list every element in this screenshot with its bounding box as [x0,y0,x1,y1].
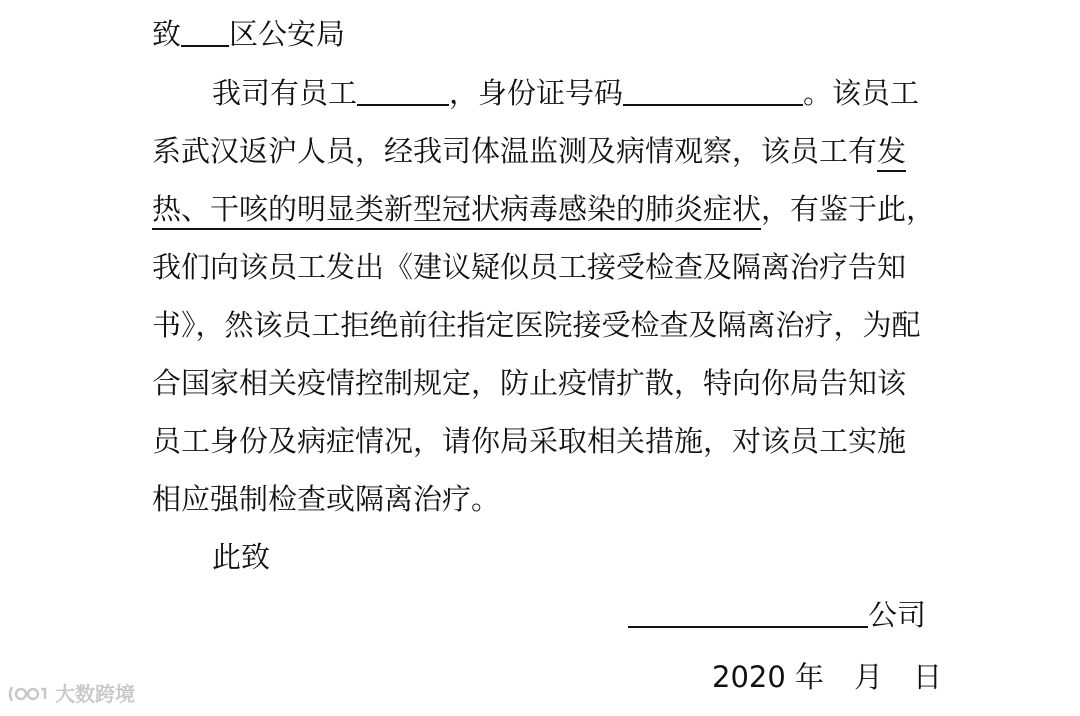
company-suffix: 公司 [868,598,927,632]
text-segment: 我司有员工 [212,76,358,110]
underlined-symptom: 发 [877,134,906,172]
paragraph-line-7: 员工身份及病症情况，请你局采取相关措施，对该员工实施 [152,424,907,458]
brand-logo-icon [8,683,48,705]
date-day: 日 [913,660,943,694]
closing: 此致 [212,540,271,574]
date-year: 2020 年 [712,660,825,694]
underlined-symptom: 热、干咳的明显类新型冠状病毒感染的肺炎症状 [152,192,761,230]
text-segment: ，身份证号码 [449,76,624,110]
paragraph-line-5: 书》，然该员工拒绝前往指定医院接受检查及隔离治疗，为配 [152,308,921,342]
paragraph-line-6: 合国家相关疫情控制规定，防止疫情扩散，特向你局告知该 [152,366,907,400]
paragraph-line-8: 相应强制检查或隔离治疗。 [152,482,501,516]
paragraph-line-1 [212,64,919,122]
watermark [8,680,135,708]
date-month: 月 [854,660,884,694]
text-segment: ，有鉴于此， [761,192,936,226]
watermark-text: 大数跨境 [54,682,135,706]
addressee-prefix: 致 [152,17,182,51]
paragraph-line-2 [152,122,906,180]
company-signature-line [628,586,926,644]
text-segment: 系武汉返沪人员，经我司体温监测及病情观察，该员工有 [152,134,878,168]
addressee-suffix: 区公安局 [229,17,346,51]
text-segment: 。该员工 [803,76,920,110]
company-name-blank [628,598,868,628]
district-blank [181,17,229,47]
paragraph-line-4: 我们向该员工发出《建议疑似员工接受检查及隔离治疗告知 [152,250,907,284]
addressee-line [152,5,345,63]
employee-name-blank [357,76,449,106]
id-number-blank [623,76,803,106]
paragraph-line-3 [152,180,935,238]
date-line [712,648,942,706]
